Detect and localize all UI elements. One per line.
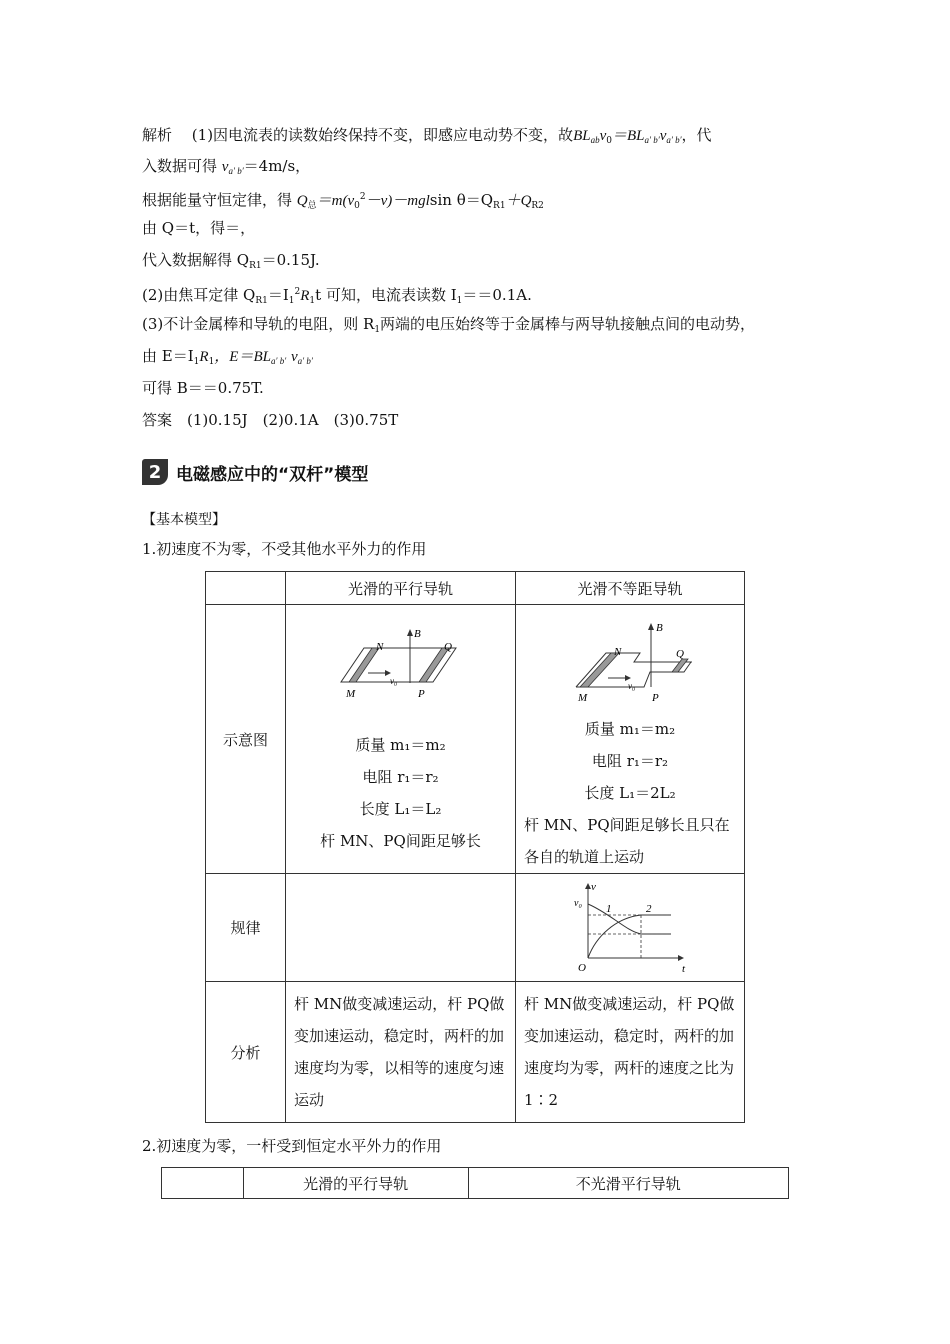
text: R1 xyxy=(493,201,506,211)
text: (1)因电流表的读数始终保持不变，即感应电动势不变，故 xyxy=(191,126,574,144)
label-p: P xyxy=(652,692,659,704)
label-n: N xyxy=(614,646,622,658)
section-number: 2 xyxy=(142,459,168,485)
text: v xyxy=(221,159,229,175)
text: Q xyxy=(296,193,308,209)
text: ＝0.15J. xyxy=(261,251,320,269)
table-1 xyxy=(205,571,745,1123)
label-v0: v₀ xyxy=(390,676,398,686)
vt-graph xyxy=(516,876,744,976)
text: a′ b′ xyxy=(228,166,244,176)
table-2 xyxy=(161,1167,789,1199)
text: 1 xyxy=(374,325,381,335)
label-q: Q xyxy=(444,641,452,653)
label-n: N xyxy=(376,641,384,653)
spec-resistance: 电阻 r₁＝r₂ xyxy=(362,768,439,786)
header-col-1: 光滑的平行导轨 xyxy=(286,572,516,605)
solution-line-3 xyxy=(142,186,544,217)
text: (3)不计金属棒和导轨的电阻，则 R xyxy=(142,315,375,333)
section-heading xyxy=(142,459,368,485)
solution-label: 解析 xyxy=(142,126,173,144)
header-col-2: 光滑不等距导轨 xyxy=(516,572,745,605)
text: ＝＝0.1A. xyxy=(462,286,532,304)
solution-line-4: 由 Q＝t，得＝， xyxy=(142,219,256,237)
table-row-diagram xyxy=(206,605,745,874)
spec-resistance: 电阻 r₁＝r₂ xyxy=(591,752,669,770)
b-arrowhead xyxy=(648,623,654,630)
spec-length: 长度 L₁＝L₂ xyxy=(359,800,442,818)
label-curve-2: 2 xyxy=(646,902,652,915)
text: R1 xyxy=(249,261,262,271)
text: v xyxy=(599,128,607,144)
basic-model-heading: 【基本模型】 xyxy=(142,512,226,528)
text: ＝BL xyxy=(611,128,645,144)
table-header-row xyxy=(206,572,745,605)
text: ＝m(v xyxy=(316,193,355,209)
text: a′ b′ xyxy=(297,356,313,366)
text: ，代 xyxy=(681,126,712,144)
solution-line-9: 可得 B＝＝0.75T. xyxy=(142,379,264,397)
header-empty xyxy=(162,1168,244,1199)
analysis-cell-2: 杆 MN做变减速运动，杆 PQ做变加速运动，稳定时，两杆的加速度均为零，两杆的速度之比为 1∶2 xyxy=(516,982,745,1123)
text: a′ b′ xyxy=(644,135,660,145)
table-row-law xyxy=(206,874,745,982)
text: 1 xyxy=(288,296,295,306)
label-p: P xyxy=(418,688,425,700)
curve-2 xyxy=(588,915,671,958)
solution-line-5 xyxy=(142,249,320,277)
header-col-1: 光滑的平行导轨 xyxy=(243,1168,468,1199)
text: ＋Q xyxy=(505,193,532,209)
label-v: v xyxy=(591,880,596,893)
header-col-2: 不光滑平行导轨 xyxy=(468,1168,789,1199)
header-empty xyxy=(206,572,286,605)
label-v0: v₀ xyxy=(574,897,582,909)
text: 0 xyxy=(354,201,360,211)
spec-motion: 各自的轨道上运动 xyxy=(524,848,645,866)
section-title: 电磁感应中的“双杆”模型 xyxy=(176,464,369,485)
text: 1 xyxy=(456,296,463,306)
answer-line: 答案 (1)0.15J (2)0.1A (3)0.75T xyxy=(142,411,399,429)
text: 两端的电压始终等于金属棒与两导轨接触点间的电动势， xyxy=(380,315,756,333)
item-2: 2.初速度为零，一杆受到恒定水平外力的作用 xyxy=(142,1137,442,1155)
b-arrowhead xyxy=(407,629,413,636)
text: R2 xyxy=(531,201,544,211)
text: 0 xyxy=(606,136,612,146)
text: －v)－mgl xyxy=(365,193,430,209)
text: v xyxy=(290,349,298,365)
solution-line-2 xyxy=(142,155,310,182)
rod-mn xyxy=(580,653,619,687)
cell-2-specs xyxy=(516,709,744,873)
text: (2)由焦耳定律 Q xyxy=(142,286,256,304)
label-t: t xyxy=(682,962,686,975)
solution-line-6 xyxy=(142,281,532,312)
cell-1-specs xyxy=(286,719,515,857)
label-o: O xyxy=(578,961,586,974)
label-v0: v₀ xyxy=(628,681,636,691)
spec-length: 长度 L₁＝2L₂ xyxy=(584,784,676,802)
table-2-header-row xyxy=(162,1168,789,1199)
text: 2 xyxy=(294,287,301,297)
spec-mass: 质量 m₁＝m₂ xyxy=(584,720,676,738)
text: sin θ＝Q xyxy=(429,191,494,209)
label-m: M xyxy=(578,692,588,704)
parallel-rails-figure xyxy=(286,605,515,715)
diagram-cell-1 xyxy=(286,605,516,874)
label-b: B xyxy=(656,622,663,634)
law-cell-2 xyxy=(516,874,745,982)
text: v xyxy=(659,128,667,144)
solution-line-7 xyxy=(142,313,755,341)
text: a′ b′ xyxy=(666,135,682,145)
text: ＝I xyxy=(267,286,289,304)
text: R xyxy=(300,288,310,304)
row-label-analysis: 分析 xyxy=(206,982,286,1123)
text: a′ b′ xyxy=(270,356,287,366)
item-1: 1.初速度不为零，不受其他水平外力的作用 xyxy=(142,540,427,558)
spec-distance: 杆 MN、PQ间距足够长 xyxy=(320,832,481,850)
table-row-analysis xyxy=(206,982,745,1123)
text: t 可知，电流表读数 I xyxy=(315,286,457,304)
analysis-cell-1: 杆 MN做变减速运动，杆 PQ做变加速运动，稳定时，两杆的加速度均为零，以相等的速度匀速运动 xyxy=(286,982,516,1123)
unequal-rails-figure xyxy=(516,605,744,705)
text: 1 xyxy=(208,357,215,367)
text: 1 xyxy=(309,296,316,306)
text: 根据能量守恒定律，得 xyxy=(142,191,293,209)
rod-mn xyxy=(349,648,379,682)
label-m: M xyxy=(346,688,356,700)
law-cell-1 xyxy=(286,874,516,982)
text: R1 xyxy=(255,296,268,306)
text: BL xyxy=(573,128,591,144)
spec-mass: 质量 m₁＝m₂ xyxy=(355,736,446,754)
text: ab xyxy=(590,135,600,145)
solution-line-8 xyxy=(142,345,313,373)
text: ，E＝BL xyxy=(214,349,271,365)
curve-1 xyxy=(588,904,671,934)
row-label-law: 规律 xyxy=(206,874,286,982)
text: 1 xyxy=(193,357,200,367)
t-arrowhead xyxy=(678,955,684,961)
text: 由 E＝I xyxy=(142,347,194,365)
text: 入数据可得 xyxy=(142,157,218,175)
spec-distance: 杆 MN、PQ间距足够长且只在 xyxy=(524,816,730,834)
label-q: Q xyxy=(676,648,684,660)
text: 代入数据解得 Q xyxy=(142,251,250,269)
label-curve-1: 1 xyxy=(606,902,612,915)
label-b: B xyxy=(414,628,421,640)
text: 2 xyxy=(359,192,366,202)
text: R xyxy=(199,349,209,365)
text: 总 xyxy=(307,201,317,211)
text: ＝4m/s， xyxy=(243,157,311,175)
solution-line-1 xyxy=(142,124,712,152)
row-label-diagram: 示意图 xyxy=(206,605,286,874)
diagram-cell-2 xyxy=(516,605,745,874)
